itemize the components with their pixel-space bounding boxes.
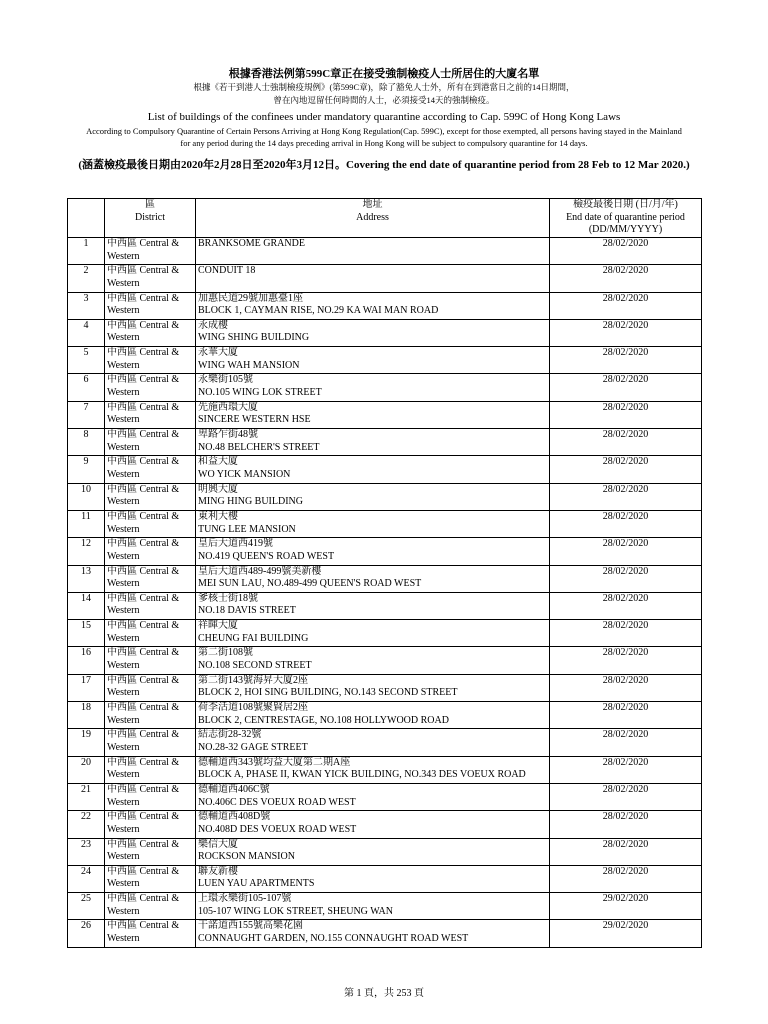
row-number: 16 — [68, 647, 105, 674]
row-number: 7 — [68, 401, 105, 428]
row-number: 24 — [68, 865, 105, 892]
district-cell — [105, 565, 196, 592]
address-line1: BRANKSOME GRANDE — [198, 238, 305, 249]
district-cell — [105, 674, 196, 701]
col-header-address-en: Address — [356, 211, 389, 223]
district-cell — [105, 920, 196, 947]
address-line2: CONNAUGHT GARDEN, NO.155 CONNAUGHT ROAD WEST — [198, 933, 469, 945]
address-line1: 德輔道西406C號 — [198, 783, 270, 795]
district-line1: 中西區 Central & — [107, 920, 180, 932]
address-line1: 加惠民道29號加惠臺1座 — [198, 292, 303, 304]
address-line1: 結志街28-32號 — [198, 729, 262, 741]
quarantine-end-date: 28/02/2020 — [550, 292, 702, 319]
district-line2: Western — [107, 769, 140, 781]
address-line2: ROCKSON MANSION — [198, 851, 295, 863]
quarantine-end-date: 29/02/2020 — [550, 920, 702, 947]
address-line2: NO.406C DES VOEUX ROAD WEST — [198, 796, 356, 808]
row-number: 13 — [68, 565, 105, 592]
district-line1: 中西區 Central & — [107, 565, 180, 577]
address-line1: 干諾道西155號高樂花園 — [198, 920, 303, 932]
table-row — [68, 865, 702, 892]
table-row — [68, 620, 702, 647]
district-cell — [105, 756, 196, 783]
col-header-district — [105, 199, 196, 238]
table-row — [68, 429, 702, 456]
quarantine-end-date: 28/02/2020 — [550, 374, 702, 401]
table-row — [68, 729, 702, 756]
address-cell — [196, 729, 550, 756]
address-cell — [196, 483, 550, 510]
subtitle-zh-line2: 曾在內地逗留任何時間的人士，必須接受14天的強制檢疫。 — [273, 95, 495, 105]
row-number: 25 — [68, 893, 105, 920]
address-line1: 和益大廈 — [198, 456, 238, 468]
district-line1: 中西區 Central & — [107, 756, 180, 768]
district-cell — [105, 238, 196, 265]
quarantine-end-date: 28/02/2020 — [550, 319, 702, 346]
address-cell — [196, 238, 550, 265]
quarantine-end-date: 29/02/2020 — [550, 893, 702, 920]
district-line1: 中西區 Central & — [107, 674, 180, 686]
quarantine-end-date: 28/02/2020 — [550, 865, 702, 892]
row-number: 10 — [68, 483, 105, 510]
district-line2: Western — [107, 550, 140, 562]
quarantine-end-date: 28/02/2020 — [550, 238, 702, 265]
address-line1: 東利大樓 — [198, 510, 238, 522]
page-number: 第 1 頁，共 253 頁 — [344, 988, 424, 999]
table-row — [68, 374, 702, 401]
row-number: 18 — [68, 702, 105, 729]
table-row — [68, 238, 702, 265]
address-cell — [196, 429, 550, 456]
address-line2: NO.408D DES VOEUX ROAD WEST — [198, 823, 357, 835]
district-cell — [105, 783, 196, 810]
district-line1: 中西區 Central & — [107, 783, 180, 795]
district-cell — [105, 347, 196, 374]
quarantine-end-date: 28/02/2020 — [550, 565, 702, 592]
row-number: 5 — [68, 347, 105, 374]
district-line1: 中西區 Central & — [107, 893, 180, 905]
buildings-table — [67, 198, 702, 948]
district-line2: Western — [107, 796, 140, 808]
address-line1: 第二街143號海昇大廈2座 — [198, 674, 308, 686]
district-line2: Western — [107, 823, 140, 835]
table-row — [68, 647, 702, 674]
address-line2: WING WAH MANSION — [198, 359, 300, 371]
district-line1: 中西區 Central & — [107, 347, 180, 359]
address-line2: NO.48 BELCHER'S STREET — [198, 441, 320, 453]
address-line2: BLOCK A, PHASE II, KWAN YICK BUILDING, NO.343 DES VOEUX ROAD — [198, 769, 526, 781]
col-header-address-zh: 地址 — [362, 199, 383, 210]
district-cell — [105, 811, 196, 838]
table-row — [68, 401, 702, 428]
district-line2: Western — [107, 851, 140, 863]
address-cell — [196, 865, 550, 892]
district-cell — [105, 538, 196, 565]
district-line2: Western — [107, 933, 140, 945]
address-line1: 卑路乍街48號 — [198, 429, 258, 441]
table-row — [68, 702, 702, 729]
district-cell — [105, 401, 196, 428]
address-line2: NO.105 WING LOK STREET — [198, 387, 322, 399]
address-line2: WING SHING BUILDING — [198, 332, 310, 344]
district-line2: Western — [107, 578, 140, 590]
district-line2: Western — [107, 878, 140, 890]
district-line2: Western — [107, 332, 140, 344]
district-line2: Western — [107, 387, 140, 399]
district-line1: 中西區 Central & — [107, 319, 180, 331]
district-line2: Western — [107, 605, 140, 617]
district-cell — [105, 374, 196, 401]
coverage-note: (涵蓋檢疫最後日期由2020年2月28日至2020年3月12日。Covering the end date of quarantine period from 28 Feb to 12 Mar 2020.) — [78, 159, 690, 171]
title-en: List of buildings of the confinees under mandatory quarantine according to Cap. 599C of Hong Kong Laws — [147, 111, 621, 123]
address-cell — [196, 838, 550, 865]
district-line2: Western — [107, 305, 140, 317]
address-line2: BLOCK 2, HOI SING BUILDING, NO.143 SECOND STREET — [198, 687, 458, 699]
row-number: 26 — [68, 920, 105, 947]
address-line1: 皇后大道西489-499號美新樓 — [198, 565, 322, 577]
address-line1: 荷李活道108號聚賢居2座 — [198, 702, 308, 714]
address-line1: 祥暉大廈 — [198, 620, 238, 632]
address-cell — [196, 620, 550, 647]
district-line1: 中西區 Central & — [107, 238, 180, 249]
quarantine-end-date: 28/02/2020 — [550, 729, 702, 756]
district-line1: 中西區 Central & — [107, 483, 180, 495]
address-line2: NO.108 SECOND STREET — [198, 660, 312, 672]
district-line2: Western — [107, 468, 140, 480]
address-line2 — [198, 278, 547, 291]
quarantine-end-date: 28/02/2020 — [550, 401, 702, 428]
quarantine-end-date: 28/02/2020 — [550, 592, 702, 619]
address-line2: BLOCK 1, CAYMAN RISE, NO.29 KA WAI MAN ROAD — [198, 305, 439, 317]
address-cell — [196, 592, 550, 619]
row-number: 21 — [68, 783, 105, 810]
address-line2: NO.18 DAVIS STREET — [198, 605, 296, 617]
quarantine-end-date: 28/02/2020 — [550, 783, 702, 810]
table-row — [68, 811, 702, 838]
address-line2: WO YICK MANSION — [198, 468, 291, 480]
row-number: 20 — [68, 756, 105, 783]
quarantine-end-date: 28/02/2020 — [550, 510, 702, 537]
row-number: 17 — [68, 674, 105, 701]
address-line1: 上環永樂街105-107號 — [198, 893, 292, 905]
row-number: 2 — [68, 265, 105, 292]
address-line1: 樂信大廈 — [198, 838, 238, 850]
quarantine-end-date: 28/02/2020 — [550, 456, 702, 483]
address-cell — [196, 538, 550, 565]
quarantine-end-date: 28/02/2020 — [550, 811, 702, 838]
address-line1: 聯友新樓 — [198, 865, 238, 877]
district-line1: 中西區 Central & — [107, 865, 180, 877]
subtitle-zh-line1: 根據《若干到港人士強制檢疫規例》(第599C章)，除了豁免人士外，所有在到港當日之前的14日期間， — [193, 82, 575, 92]
district-line1: 中西區 Central & — [107, 401, 180, 413]
district-line2: Western — [107, 905, 140, 917]
address-line1: 永華大廈 — [198, 347, 238, 359]
col-header-date — [550, 199, 702, 238]
address-cell — [196, 565, 550, 592]
table-row — [68, 920, 702, 947]
address-line1: CONDUIT 18 — [198, 265, 256, 277]
address-cell — [196, 893, 550, 920]
address-line2: LUEN YAU APARTMENTS — [198, 878, 315, 890]
address-cell — [196, 401, 550, 428]
subtitle-en-line1: According to Compulsory Quarantine of Certain Persons Arriving at Hong Kong Regulation(Cap. 599C), except for those exempted, all persons having stayed in the Mainland — [86, 126, 682, 136]
quarantine-end-date: 28/02/2020 — [550, 838, 702, 865]
address-line2: NO.28-32 GAGE STREET — [198, 741, 308, 753]
district-line2: Western — [107, 359, 140, 371]
address-line1: 德輔道西343號均益大廈第二期A座 — [198, 756, 351, 768]
col-header-date-en: End date of quarantine period — [566, 211, 685, 223]
address-line2: NO.419 QUEEN'S ROAD WEST — [198, 550, 335, 562]
district-cell — [105, 838, 196, 865]
district-line1: 中西區 Central & — [107, 456, 180, 468]
district-line2: Western — [107, 496, 140, 508]
address-line1: 爹核士街18號 — [198, 592, 258, 604]
address-line1: 德輔道西408D號 — [198, 811, 271, 823]
address-cell — [196, 265, 550, 292]
district-line2: Western — [107, 441, 140, 453]
table-row — [68, 510, 702, 537]
table-row — [68, 756, 702, 783]
address-line2: MING HING BUILDING — [198, 496, 303, 508]
district-line2: Western — [107, 660, 140, 672]
district-line1: 中西區 Central & — [107, 429, 180, 441]
table-row — [68, 347, 702, 374]
district-cell — [105, 510, 196, 537]
row-number: 1 — [68, 238, 105, 265]
subtitle-en-line2: for any period during the 14 days preceding arrival in Hong Kong will be subject to compulsory quarantine for 14 days. — [180, 138, 588, 148]
row-number: 23 — [68, 838, 105, 865]
table-row — [68, 319, 702, 346]
quarantine-end-date: 28/02/2020 — [550, 620, 702, 647]
col-header-no — [68, 199, 105, 238]
quarantine-end-date: 28/02/2020 — [550, 483, 702, 510]
col-header-district-en: District — [135, 211, 165, 223]
table-row — [68, 483, 702, 510]
row-number: 19 — [68, 729, 105, 756]
address-line2: TUNG LEE MANSION — [198, 523, 296, 535]
address-cell — [196, 319, 550, 346]
address-line2: 105-107 WING LOK STREET, SHEUNG WAN — [198, 905, 393, 917]
address-cell — [196, 674, 550, 701]
district-line2: Western — [107, 414, 140, 426]
district-cell — [105, 483, 196, 510]
address-line2 — [198, 251, 547, 264]
address-cell — [196, 756, 550, 783]
district-line1: 中西區 Central & — [107, 620, 180, 632]
address-line2: CHEUNG FAI BUILDING — [198, 632, 309, 644]
district-cell — [105, 647, 196, 674]
table-row — [68, 592, 702, 619]
district-line1: 中西區 Central & — [107, 538, 180, 550]
address-line1: 永成樓 — [198, 319, 228, 331]
address-line1: 明興大廈 — [198, 483, 238, 495]
address-cell — [196, 292, 550, 319]
district-line1: 中西區 Central & — [107, 811, 180, 823]
district-cell — [105, 620, 196, 647]
district-line1: 中西區 Central & — [107, 729, 180, 741]
address-cell — [196, 783, 550, 810]
row-number: 15 — [68, 620, 105, 647]
address-cell — [196, 647, 550, 674]
district-cell — [105, 265, 196, 292]
district-cell — [105, 319, 196, 346]
district-cell — [105, 893, 196, 920]
district-line2: Western — [107, 687, 140, 699]
district-line2: Western — [107, 741, 140, 753]
address-line2: SINCERE WESTERN HSE — [198, 414, 311, 426]
district-line1: 中西區 Central & — [107, 374, 180, 386]
quarantine-end-date: 28/02/2020 — [550, 702, 702, 729]
district-cell — [105, 429, 196, 456]
address-cell — [196, 920, 550, 947]
quarantine-end-date: 28/02/2020 — [550, 429, 702, 456]
row-number: 12 — [68, 538, 105, 565]
col-header-date-zh: 檢疫最後日期 (日/月/年) — [573, 199, 678, 210]
col-header-date-format: (DD/MM/YYYY) — [588, 224, 663, 236]
address-line1: 第二街108號 — [198, 647, 253, 659]
row-number: 8 — [68, 429, 105, 456]
quarantine-end-date: 28/02/2020 — [550, 674, 702, 701]
district-cell — [105, 865, 196, 892]
district-line1: 中西區 Central & — [107, 647, 180, 659]
district-cell — [105, 729, 196, 756]
row-number: 9 — [68, 456, 105, 483]
title-zh: 根據香港法例第599C章正在接受強制檢疫人士所居住的大廈名單 — [228, 68, 540, 80]
quarantine-end-date: 28/02/2020 — [550, 647, 702, 674]
district-line2: Western — [107, 277, 140, 289]
quarantine-end-date: 28/02/2020 — [550, 538, 702, 565]
table-row — [68, 893, 702, 920]
district-line2: Western — [107, 632, 140, 644]
district-cell — [105, 592, 196, 619]
address-line2: BLOCK 2, CENTRESTAGE, NO.108 HOLLYWOOD ROAD — [198, 714, 449, 726]
district-cell — [105, 702, 196, 729]
address-cell — [196, 347, 550, 374]
row-number: 3 — [68, 292, 105, 319]
table-row — [68, 565, 702, 592]
table-row — [68, 538, 702, 565]
address-cell — [196, 456, 550, 483]
address-cell — [196, 811, 550, 838]
row-number: 6 — [68, 374, 105, 401]
table-row — [68, 265, 702, 292]
district-line2: Western — [107, 523, 140, 535]
address-cell — [196, 702, 550, 729]
district-cell — [105, 292, 196, 319]
table-row — [68, 292, 702, 319]
district-line1: 中西區 Central & — [107, 292, 180, 304]
table-row — [68, 674, 702, 701]
district-cell — [105, 456, 196, 483]
quarantine-end-date: 28/02/2020 — [550, 756, 702, 783]
address-line1: 先施西環大廈 — [198, 401, 258, 413]
district-line1: 中西區 Central & — [107, 592, 180, 604]
table-row — [68, 783, 702, 810]
district-line1: 中西區 Central & — [107, 265, 180, 277]
col-header-district-zh: 區 — [145, 199, 155, 210]
table-row — [68, 456, 702, 483]
district-line1: 中西區 Central & — [107, 838, 180, 850]
district-line2: Western — [107, 714, 140, 726]
table-header-row — [68, 199, 702, 238]
quarantine-end-date: 28/02/2020 — [550, 347, 702, 374]
address-line1: 皇后大道西419號 — [198, 538, 273, 550]
district-line2: Western — [107, 250, 140, 262]
row-number: 14 — [68, 592, 105, 619]
address-line1: 永樂街105號 — [198, 374, 253, 386]
district-line1: 中西區 Central & — [107, 510, 180, 522]
district-line1: 中西區 Central & — [107, 702, 180, 714]
address-cell — [196, 374, 550, 401]
row-number: 4 — [68, 319, 105, 346]
row-number: 22 — [68, 811, 105, 838]
address-cell — [196, 510, 550, 537]
table-row — [68, 838, 702, 865]
row-number: 11 — [68, 510, 105, 537]
quarantine-end-date: 28/02/2020 — [550, 265, 702, 292]
address-line2: MEI SUN LAU, NO.489-499 QUEEN'S ROAD WEST — [198, 578, 422, 590]
col-header-address — [196, 199, 550, 238]
